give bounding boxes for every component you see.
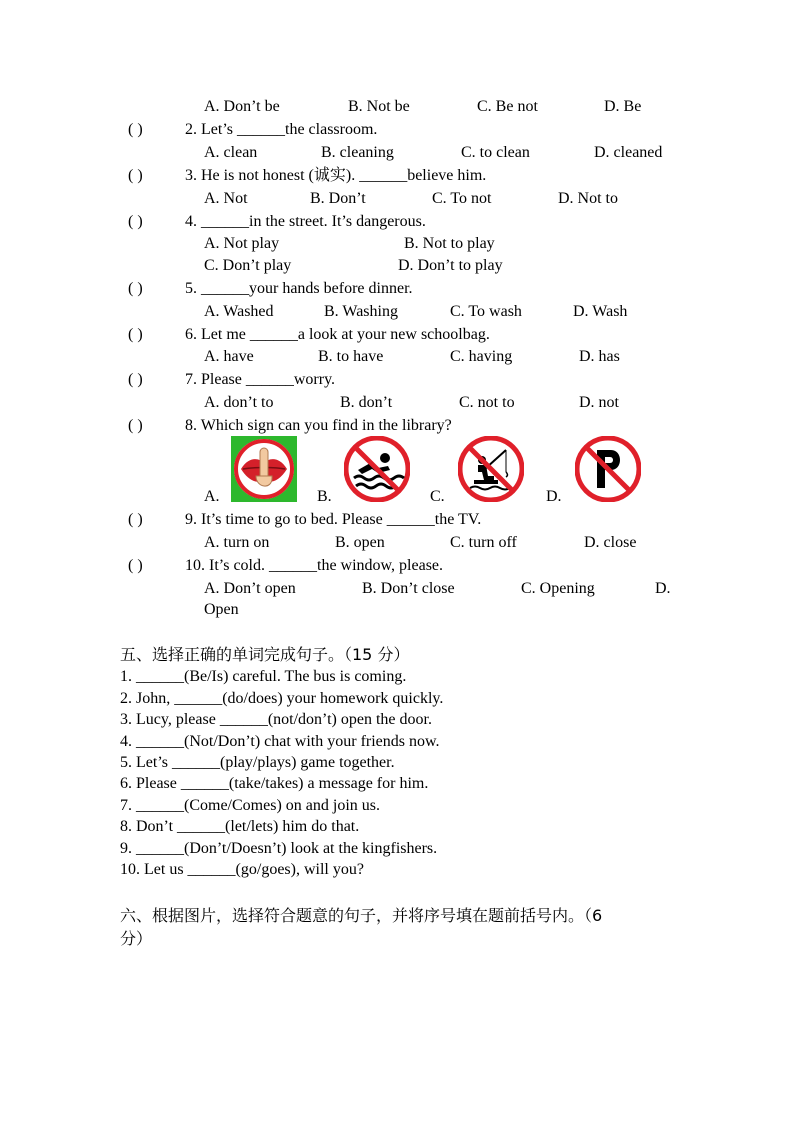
no-fishing-sign-icon[interactable] <box>458 436 524 502</box>
option-b: B. Don’t close <box>362 580 455 597</box>
option-b: B. <box>317 488 332 505</box>
option-c: C. <box>430 488 445 505</box>
option-b: B. Not to play <box>404 235 495 252</box>
quiet-sign-icon[interactable] <box>231 436 297 502</box>
answer-bracket[interactable]: ( ) <box>128 213 143 230</box>
section-six-heading-cont: 分） <box>120 929 153 948</box>
option-c: C. Don’t play <box>204 257 292 274</box>
answer-bracket[interactable]: ( ) <box>128 167 143 184</box>
no-swimming-sign-icon[interactable] <box>344 436 410 502</box>
fill-sentence: 1. ______(Be/Is) careful. The bus is coming. <box>120 668 407 685</box>
option-d: D. <box>546 488 562 505</box>
answer-bracket[interactable]: ( ) <box>128 280 143 297</box>
option-b: B. Washing <box>324 303 398 320</box>
option-a: A. Not play <box>204 235 280 252</box>
answer-bracket[interactable]: ( ) <box>128 511 143 528</box>
answer-bracket[interactable]: ( ) <box>128 326 143 343</box>
q1-option-d: D. Be <box>604 98 642 115</box>
section-six-heading: 六、根据图片，选择符合题意的句子，并将序号填在题前括号内。（6 <box>120 906 603 925</box>
option-b: B. cleaning <box>321 144 394 161</box>
fill-sentence: 5. Let’s ______(play/plays) game together. <box>120 754 395 771</box>
option-d-text: Open <box>204 601 239 618</box>
question-text: 3. He is not honest (诚实). ______believe him. <box>185 167 487 184</box>
question-text: 8. Which sign can you find in the library? <box>185 417 452 434</box>
option-a: A. Not <box>204 190 248 207</box>
option-d: D. Wash <box>573 303 628 320</box>
option-d: D. cleaned <box>594 144 663 161</box>
option-d: D. <box>655 580 671 597</box>
question-text: 7. Please ______worry. <box>185 371 336 388</box>
q1-option-c: C. Be not <box>477 98 538 115</box>
option-a: A. clean <box>204 144 258 161</box>
option-c: C. Opening <box>521 580 595 597</box>
q1-option-a: A. Don’t be <box>204 98 280 115</box>
option-d: D. Not to <box>558 190 618 207</box>
fill-sentence: 7. ______(Come/Comes) on and join us. <box>120 797 380 814</box>
option-a: A. <box>204 488 220 505</box>
fill-sentence: 3. Lucy, please ______(not/don’t) open the door. <box>120 711 432 728</box>
answer-bracket[interactable]: ( ) <box>128 121 143 138</box>
option-c: C. to clean <box>461 144 530 161</box>
option-c: C. not to <box>459 394 515 411</box>
fill-sentence: 2. John, ______(do/does) your homework quickly. <box>120 690 444 707</box>
option-d: D. Don’t to play <box>398 257 503 274</box>
option-d: D. not <box>579 394 619 411</box>
section-five-heading: 五、选择正确的单词完成句子。（15 分） <box>120 645 410 664</box>
question-text: 4. ______in the street. It’s dangerous. <box>185 213 426 230</box>
no-parking-sign-icon[interactable] <box>575 436 641 502</box>
answer-bracket[interactable]: ( ) <box>128 417 143 434</box>
answer-bracket[interactable]: ( ) <box>128 557 143 574</box>
option-b: B. Don’t <box>310 190 366 207</box>
option-c: C. having <box>450 348 513 365</box>
fill-sentence: 9. ______(Don’t/Doesn’t) look at the kingfishers. <box>120 840 438 857</box>
question-text: 2. Let’s ______the classroom. <box>185 121 378 138</box>
option-b: B. don’t <box>340 394 393 411</box>
fill-sentence: 8. Don’t ______(let/lets) him do that. <box>120 818 360 835</box>
option-c: C. To wash <box>450 303 522 320</box>
option-b: B. open <box>335 534 385 551</box>
option-a: A. Don’t open <box>204 580 296 597</box>
answer-bracket[interactable]: ( ) <box>128 371 143 388</box>
question-text: 10. It’s cold. ______the window, please. <box>185 557 444 574</box>
option-a: A. Washed <box>204 303 274 320</box>
option-a: A. don’t to <box>204 394 274 411</box>
fill-sentence: 10. Let us ______(go/goes), will you? <box>120 861 364 878</box>
question-text: 6. Let me ______a look at your new schoolbag. <box>185 326 490 343</box>
option-d: D. has <box>579 348 620 365</box>
option-d: D. close <box>584 534 637 551</box>
option-a: A. turn on <box>204 534 270 551</box>
q1-option-b: B. Not be <box>348 98 410 115</box>
option-c: C. turn off <box>450 534 517 551</box>
fill-sentence: 4. ______(Not/Don’t) chat with your friends now. <box>120 733 440 750</box>
option-b: B. to have <box>318 348 384 365</box>
option-a: A. have <box>204 348 254 365</box>
question-text: 9. It’s time to go to bed. Please ______the TV. <box>185 511 482 528</box>
option-c: C. To not <box>432 190 492 207</box>
fill-sentence: 6. Please ______(take/takes) a message for him. <box>120 775 429 792</box>
question-text: 5. ______your hands before dinner. <box>185 280 413 297</box>
